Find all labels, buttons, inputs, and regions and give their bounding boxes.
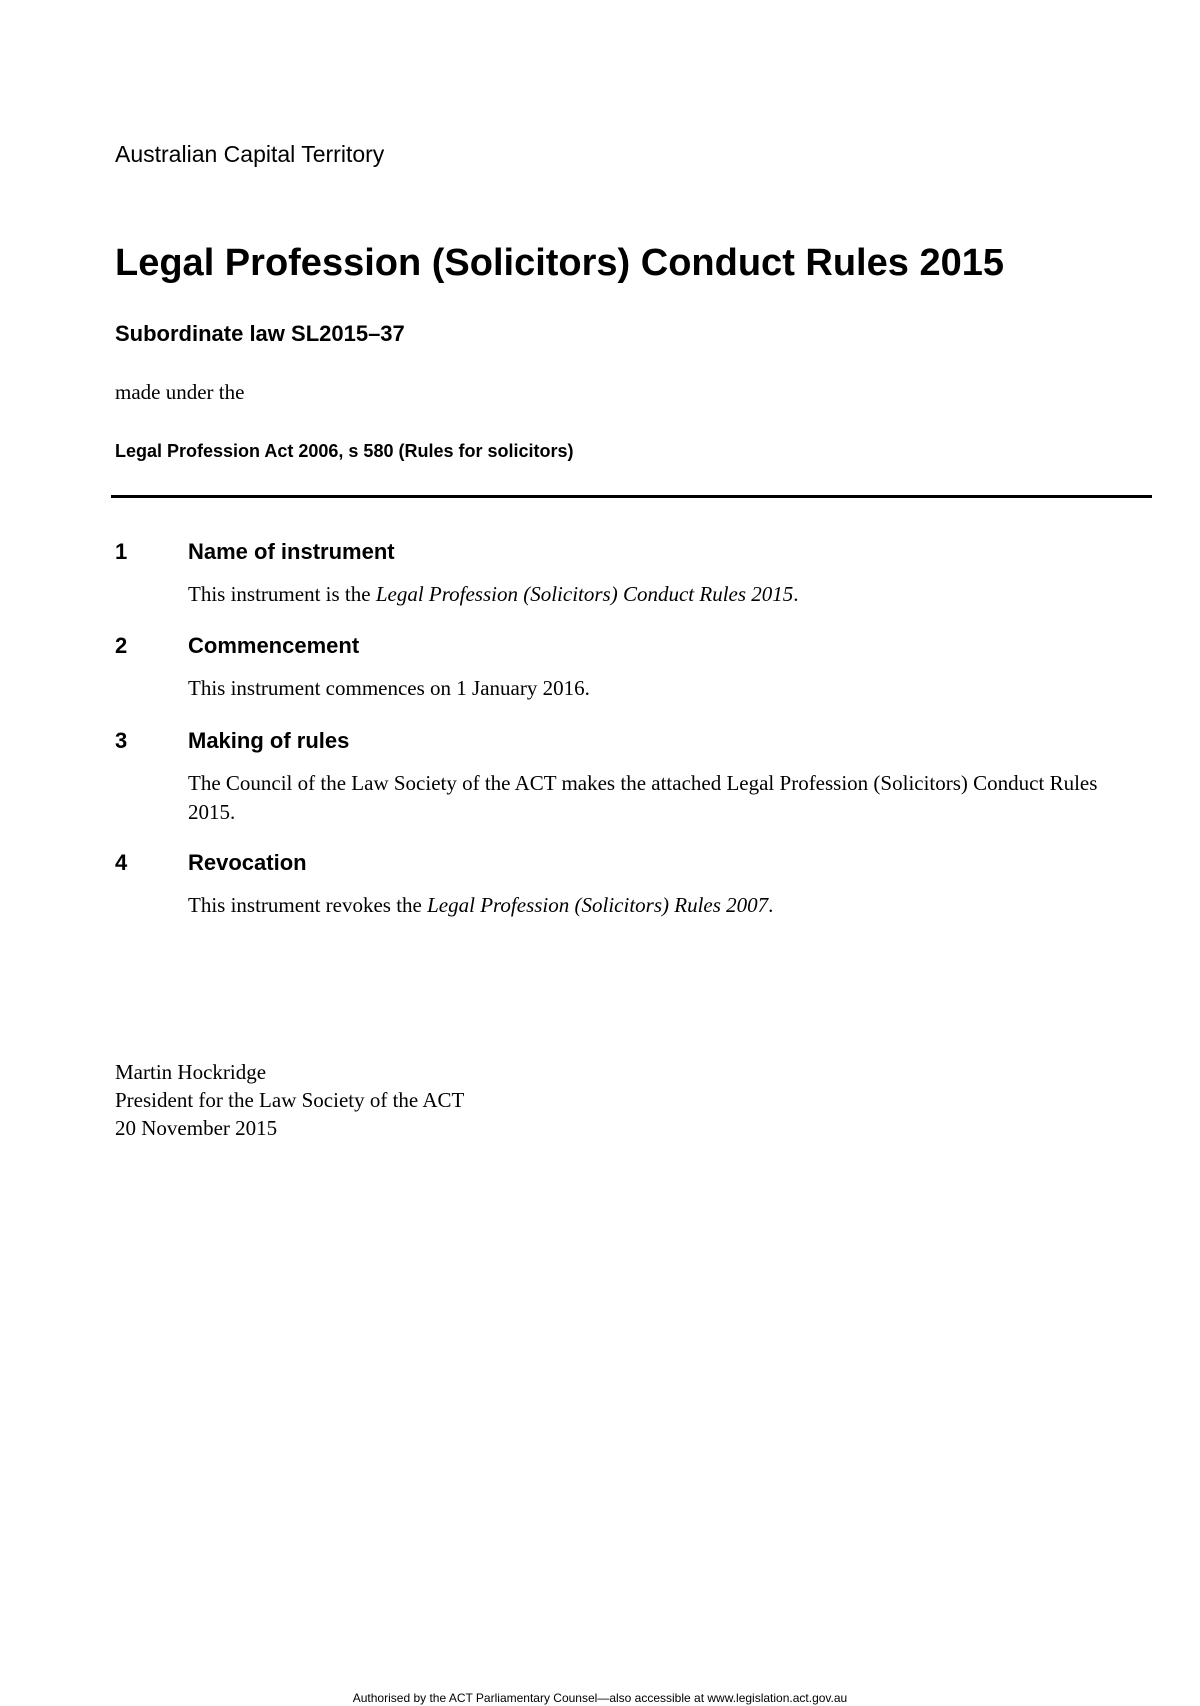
page-footer: Authorised by the ACT Parliamentary Counsel—also accessible at www.legislation.act.gov.au xyxy=(352,1691,848,1705)
section-number: 3 xyxy=(115,728,128,753)
subordinate-law-number: Subordinate law SL2015–37 xyxy=(115,321,405,346)
section-heading: Name of instrument xyxy=(188,539,395,564)
section-heading: Commencement xyxy=(188,633,360,658)
section-number: 1 xyxy=(115,539,128,564)
section-body xyxy=(188,891,1118,920)
section-number: 4 xyxy=(115,850,128,875)
section-body-suffix: . xyxy=(793,582,799,606)
section-body-suffix: . xyxy=(768,893,774,917)
enabling-act-reference: Legal Profession Act 2006, s 580 (Rules for solicitors) xyxy=(115,441,574,461)
signatory-position: President for the Law Society of the ACT xyxy=(115,1088,465,1112)
document-title: Legal Profession (Solicitors) Conduct Rules 2015 xyxy=(115,242,1004,284)
signature-block xyxy=(115,1058,464,1142)
section-body-prefix: This instrument revokes the xyxy=(188,893,428,917)
section-body: This instrument commences on 1 January 2016. xyxy=(188,676,590,700)
section-number: 2 xyxy=(115,633,128,658)
section-body-italic-title: Legal Profession (Solicitors) Rules 2007 xyxy=(427,893,769,917)
section-heading: Revocation xyxy=(188,850,307,875)
header-divider xyxy=(111,495,1152,498)
jurisdiction-label: Australian Capital Territory xyxy=(115,141,385,167)
section-body xyxy=(188,580,1118,609)
section-body-italic-title: Legal Profession (Solicitors) Conduct Rules 2015 xyxy=(375,582,794,606)
section-body: The Council of the Law Society of the ACT makes the attached Legal Profession (Solicitors) Conduct Rules 2015. xyxy=(188,771,1098,824)
section-body-prefix: This instrument is the xyxy=(188,582,376,606)
section-heading: Making of rules xyxy=(188,728,350,753)
signature-date: 20 November 2015 xyxy=(115,1116,278,1140)
made-under-label: made under the xyxy=(115,380,245,404)
signatory-name: Martin Hockridge xyxy=(115,1060,267,1084)
